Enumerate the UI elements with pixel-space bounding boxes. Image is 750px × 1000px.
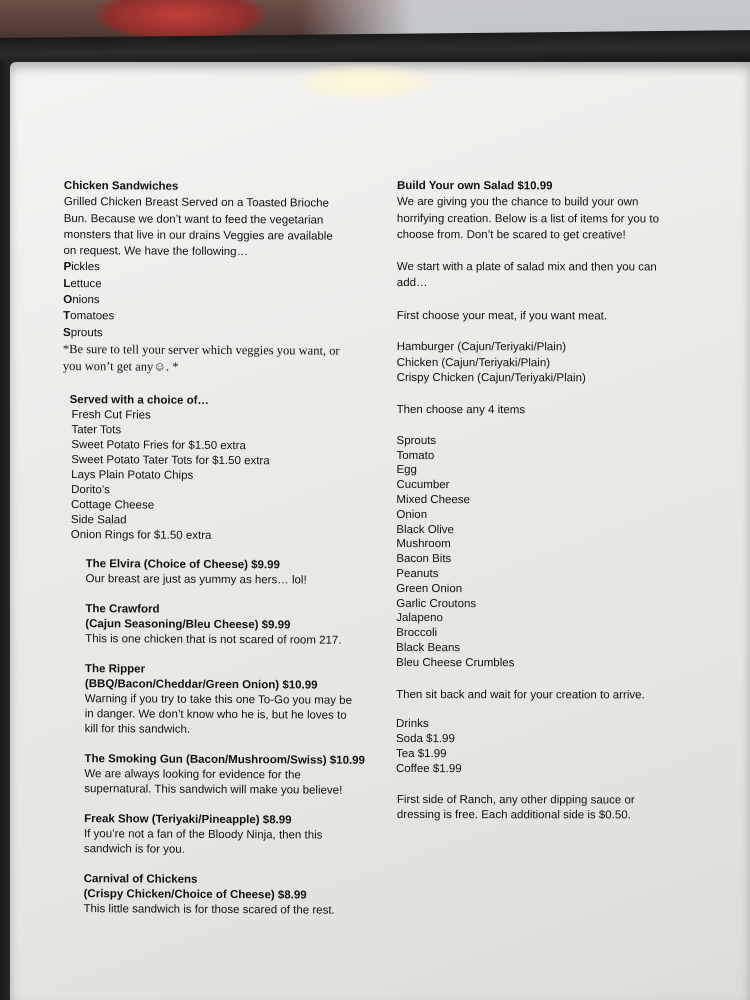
sandwich-desc: If you’re not a fan of the Bloody Ninja, then this — [83, 828, 323, 842]
sandwich-ripper — [85, 662, 366, 739]
meat-item: Hamburger (Cajun/Teriyaki/Plain) — [396, 341, 567, 354]
salad-item: Sprouts — [396, 434, 437, 447]
side-item: Tater Tots — [71, 424, 122, 437]
salad-item: Jalapeno — [396, 612, 443, 625]
sandwich-desc: kill for this sandwich. — [84, 723, 191, 737]
veggie-item: Tomatoes — [63, 310, 115, 323]
sandwich-name: Freak Show (Teriyaki/Pineapple) $8.99 — [84, 813, 292, 827]
items-intro: Then choose any 4 items — [396, 403, 526, 416]
side-item: Fresh Cut Fries — [71, 409, 151, 422]
salad-item: Cucumber — [396, 479, 450, 492]
sandwich-desc: in danger. We don’t know who he is, but he loves to — [84, 708, 347, 723]
salad-item: Black Beans — [396, 642, 461, 655]
footer-note — [397, 793, 658, 823]
salad-start-line: add… — [396, 277, 428, 290]
salad-desc-line: horrifying creation. Below is a list of items for you to — [396, 212, 660, 226]
sandwich-elvira — [85, 557, 366, 589]
side-item: Sweet Potato Fries for $1.50 extra — [71, 439, 246, 453]
sandwich-desc: Our breast are just as yummy as hers… lol! — [85, 573, 307, 587]
salad-item: Bleu Cheese Crumbles — [396, 656, 515, 670]
salad-item: Mushroom — [396, 538, 451, 551]
drink-item: Coffee $1.99 — [395, 762, 462, 776]
sandwich-name: The Crawford — [85, 603, 160, 616]
salad-items — [396, 434, 658, 671]
sandwich-desc: This is one chicken that is not scared of room 217. — [85, 633, 342, 647]
sandwich-name: The Elvira (Choice of Cheese) $9.99 — [85, 558, 280, 572]
veggie-item: Onions — [63, 294, 100, 307]
sandwich-desc: sandwich is for you. — [83, 843, 185, 857]
sandwich-carnival — [83, 872, 364, 919]
drink-item: Tea $1.99 — [395, 747, 447, 761]
salad-start — [397, 259, 659, 292]
veggie-list — [63, 259, 368, 342]
sandwich-desc: We are always looking for evidence for the — [84, 768, 301, 782]
veggie-item: Lettuce — [63, 277, 102, 291]
salad-item: Bacon Bits — [396, 553, 452, 566]
sandwich-desc: supernatural. This sandwich will make you believe! — [84, 783, 343, 797]
salad-item: Green Onion — [396, 582, 463, 595]
sandwich-smoking-gun — [84, 752, 365, 799]
drinks-title: Drinks — [396, 717, 429, 730]
wait-line: Then sit back and wait for your creation to arrive. — [396, 688, 645, 702]
footer-line: First side of Ranch, any other dipping sauce or — [396, 793, 635, 807]
sandwich-desc: Warning if you try to take this one To-Go you may be — [84, 693, 353, 708]
left-column — [59, 178, 368, 919]
meat-intro: First choose your meat, if you want meat. — [396, 309, 608, 323]
salad-desc-line: choose from. Don’t be scared to get creative! — [396, 228, 626, 242]
right-column — [396, 178, 659, 823]
meat-item: Crispy Chicken (Cajun/Teriyaki/Plain) — [396, 372, 586, 385]
footer-line: dressing is free. Each additional side is $0.50. — [396, 808, 631, 822]
chicken-desc-line: on request. We have the following… — [63, 245, 249, 259]
meat-item: Chicken (Cajun/Teriyaki/Plain) — [396, 356, 551, 369]
side-item: Onion Rings for $1.50 extra — [70, 529, 212, 543]
salad-item: Egg — [396, 464, 417, 477]
veggie-item: Sprouts — [63, 326, 103, 339]
salad-item: Tomato — [396, 449, 435, 462]
veggie-note: you won’t get any☺. * — [62, 358, 179, 374]
salad-item: Mixed Cheese — [396, 494, 470, 507]
salad-item: Black Olive — [396, 523, 454, 536]
salad-desc-line: We are giving you the chance to build your own — [396, 196, 639, 209]
side-item: Dorito’s — [71, 484, 110, 497]
sandwich-name: The Ripper — [84, 663, 146, 676]
sandwich-sub: (BBQ/Bacon/Cheddar/Green Onion) $10.99 — [84, 678, 318, 692]
sandwich-name: The Smoking Gun (Bacon/Mushroom/Swiss) $10.99 — [84, 753, 366, 768]
light-reflection — [295, 64, 435, 100]
salad-item: Onion — [396, 508, 428, 521]
sides-title: Served with a choice of… — [69, 394, 210, 407]
salad-title: Build Your own Salad $10.99 — [396, 180, 553, 193]
red-object — [95, 0, 265, 40]
veggie-note: *Be sure to tell your server which veggies you want, or — [62, 341, 340, 358]
sandwich-sub: (Cajun Seasoning/Bleu Cheese) $9.99 — [85, 618, 291, 632]
sandwich-desc: This little sandwich is for those scared of the rest. — [83, 903, 335, 917]
sandwich-name: Carnival of Chickens — [83, 873, 198, 887]
side-item: Sweet Potato Tater Tots for $1.50 extra — [71, 454, 270, 468]
sides-section — [69, 392, 367, 545]
sandwich-freak-show — [84, 812, 365, 859]
chicken-desc-line: Grilled Chicken Breast Served on a Toasted Brioche — [63, 196, 329, 210]
veggie-item: Pickles — [63, 261, 100, 274]
side-item: Side Salad — [70, 514, 127, 527]
drinks-section — [396, 717, 658, 777]
salad-item: Garlic Croutons — [396, 597, 477, 610]
drink-item: Soda $1.99 — [396, 732, 455, 746]
chicken-sandwiches-title: Chicken Sandwiches — [63, 179, 179, 193]
salad-start-line: We start with a plate of salad mix and then you can — [396, 261, 657, 274]
meat-list — [397, 340, 659, 387]
salad-item: Peanuts — [396, 568, 439, 581]
sandwich-list — [83, 557, 366, 919]
side-item: Cottage Cheese — [70, 499, 155, 512]
sandwich-sub: (Crispy Chicken/Choice of Cheese) $8.99 — [83, 888, 307, 902]
chicken-desc-line: Bun. Because we don’t want to feed the vegetarian — [63, 212, 324, 227]
salad-item: Broccoli — [396, 627, 438, 640]
chicken-desc-line: monsters that live in our drains Veggies are available — [63, 228, 333, 243]
sandwich-crawford — [85, 602, 366, 649]
side-item: Lays Plain Potato Chips — [71, 469, 194, 483]
